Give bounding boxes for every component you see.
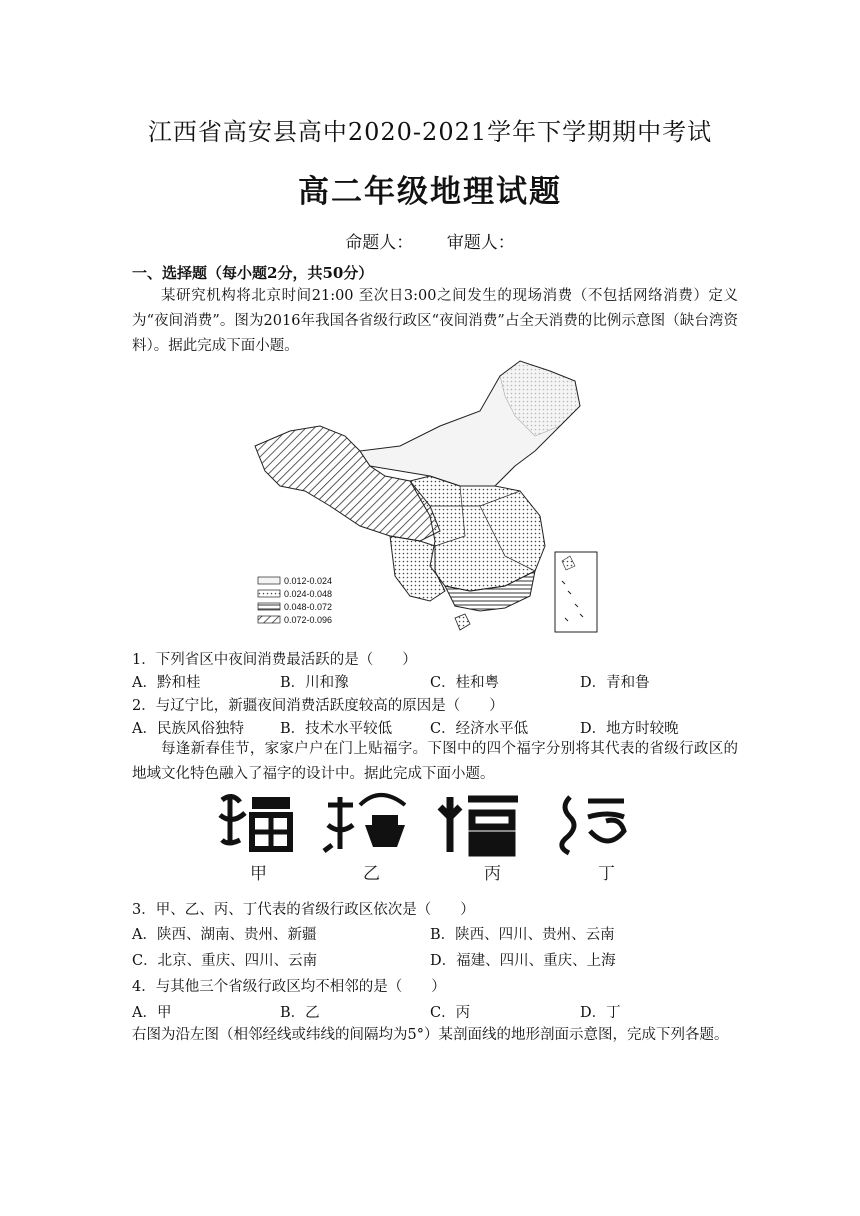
fu-label-yi: 乙 bbox=[363, 864, 380, 884]
question-2-stem: 2．与辽宁比，新疆夜间消费活跃度较高的原因是（ ） bbox=[132, 698, 504, 714]
china-night-consumption-map bbox=[250, 356, 600, 636]
map-legend bbox=[258, 576, 332, 625]
question-2-options bbox=[0, 717, 860, 739]
q4-option-b: B．乙 bbox=[280, 1005, 320, 1021]
section-heading: 一、选择题（每小题2分，共50分） bbox=[132, 264, 374, 282]
authors-line bbox=[0, 228, 860, 253]
question-1-options bbox=[0, 671, 860, 693]
q3-option-d: D．福建、四川、重庆、上海 bbox=[430, 953, 616, 969]
q1-option-d: D．青和鲁 bbox=[580, 675, 650, 691]
fu-intro-paragraph: 每逢新春佳节，家家户户在门上贴福字。下图中的四个福字分别将其代表的省级行政区的地域文化特色融入了福字的设计中。据此完成下面小题。 bbox=[132, 741, 738, 782]
question-4-options bbox=[0, 1001, 860, 1023]
fu-character-bing bbox=[440, 797, 518, 853]
q2-option-d: D．地方时较晚 bbox=[580, 721, 679, 737]
fu-character-yi bbox=[324, 795, 405, 851]
q2-option-b: B．技术水平较低 bbox=[280, 721, 393, 737]
q4-option-c: C．丙 bbox=[430, 1005, 471, 1021]
reviewer-label: 审题人： bbox=[446, 233, 515, 253]
exam-title: 江西省高安县高中2020-2021学年下学期期中考试 bbox=[147, 118, 713, 146]
q2-option-a: A．民族风俗独特 bbox=[132, 721, 244, 737]
exam-subtitle: 高二年级地理试题 bbox=[298, 174, 562, 210]
q3-option-b: B．陕西、四川、贵州、云南 bbox=[430, 927, 615, 943]
q1-option-b: B．川和豫 bbox=[280, 675, 349, 691]
legend-label-3: 0.048-0.072 bbox=[284, 602, 333, 612]
fu-label-bing: 丙 bbox=[484, 864, 501, 884]
question-4-stem: 4．与其他三个省级行政区均不相邻的是（ ） bbox=[132, 979, 446, 995]
q1-option-a: A．黔和桂 bbox=[132, 675, 201, 691]
fu-character-jia bbox=[220, 795, 290, 849]
legend-label-4: 0.072-0.096 bbox=[284, 615, 333, 625]
question-3-stem: 3．甲、乙、丙、丁代表的省级行政区依次是（ ） bbox=[132, 902, 475, 918]
fu-label-jia: 甲 bbox=[250, 864, 267, 884]
intro-paragraph: 某研究机构将北京时间21:00 至次日3:00之间发生的现场消费（不包括网络消费）定义为“夜间消费”。图为2016年我国各省级行政区“夜间消费”占全天消费的比例示意图（缺台湾资料）。据此完成下面小题。 bbox=[132, 288, 738, 354]
q3-option-a: A．陕西、湖南、贵州、新疆 bbox=[132, 927, 317, 943]
fu-characters-figure bbox=[210, 785, 640, 885]
question-3-options-row1 bbox=[0, 923, 860, 945]
q3-option-c: C．北京、重庆、四川、云南 bbox=[132, 953, 318, 969]
q2-option-c: C．经济水平低 bbox=[430, 721, 529, 737]
q4-option-d: D．丁 bbox=[580, 1005, 621, 1021]
setter-label: 命题人： bbox=[345, 233, 414, 253]
profile-intro-paragraph: 右图为沿左图（相邻经线或纬线的间隔均为5°）某剖面线的地形剖面示意图，完成下列各题。 bbox=[132, 1027, 729, 1043]
fu-label-ding: 丁 bbox=[598, 864, 615, 884]
question-1-stem: 1．下列省区中夜间消费最活跃的是（ ） bbox=[132, 652, 417, 668]
q4-option-a: A．甲 bbox=[132, 1005, 172, 1021]
question-3-options-row2 bbox=[0, 949, 860, 971]
legend-label-1: 0.012-0.024 bbox=[284, 576, 333, 586]
legend-label-2: 0.024-0.048 bbox=[284, 589, 333, 599]
fu-character-ding bbox=[562, 797, 624, 853]
q1-option-c: C．桂和粤 bbox=[430, 675, 500, 691]
